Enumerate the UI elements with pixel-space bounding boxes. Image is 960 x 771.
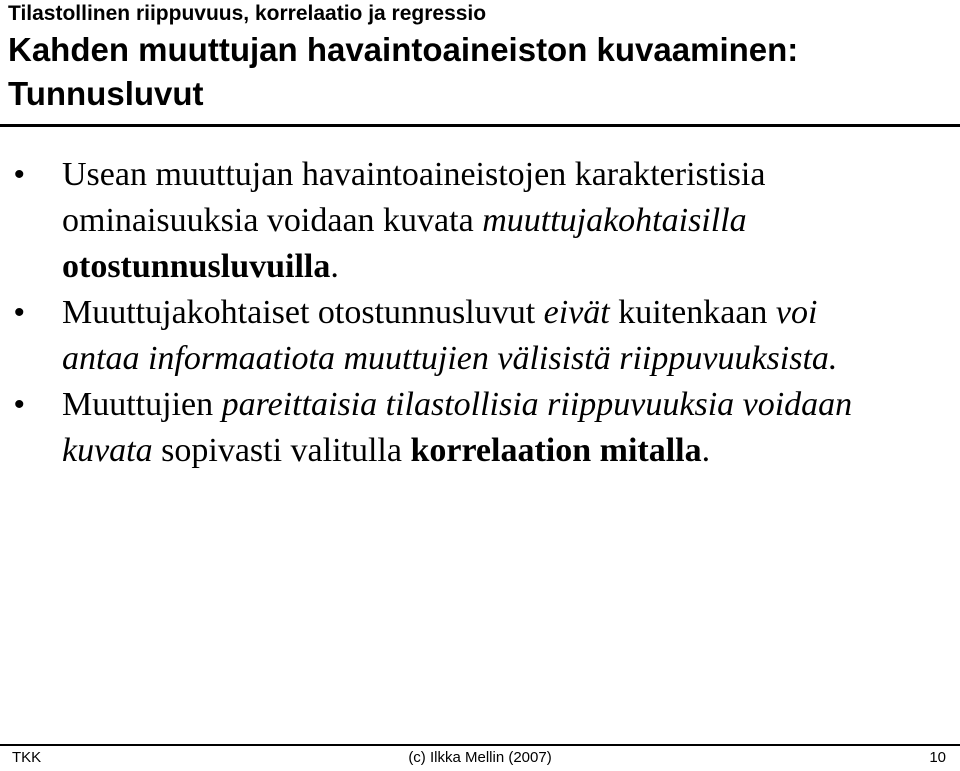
footer-institution: TKK — [12, 749, 42, 766]
bold-text-run: otostunnusluvuilla — [62, 248, 331, 285]
bold-text-run: korrelaation mitalla — [410, 432, 702, 469]
slide-title-line-2: Tunnusluvut — [8, 75, 204, 112]
bullet-marker-icon: • — [14, 296, 25, 329]
italic-text-run: muuttujakohtaisilla — [482, 202, 747, 239]
bullet-line — [62, 198, 960, 244]
text-run: . — [330, 248, 339, 285]
text-run: . — [701, 432, 711, 469]
bullet-item — [0, 290, 960, 382]
bullet-line — [62, 336, 960, 382]
bullet-marker-icon: • — [14, 158, 25, 191]
text-run: Muuttujakohtaiset otostunnusluvut — [62, 294, 544, 331]
text-run: sopivasti valitulla — [152, 432, 411, 469]
bullet-item — [0, 382, 960, 474]
bullet-marker-icon: • — [14, 388, 25, 421]
footer-copyright: (c) Ilkka Mellin (2007) — [408, 749, 552, 766]
text-run: kuitenkaan — [609, 294, 776, 331]
italic-text-run: kuvata — [62, 432, 153, 469]
bullet-list — [0, 152, 960, 474]
bullet-line — [62, 244, 960, 290]
text-run: Usean muuttujan havaintoaineistojen karakteristisia — [62, 156, 766, 193]
slide-title — [8, 28, 798, 116]
bullet-item — [0, 152, 960, 290]
bullet-line — [62, 382, 960, 428]
italic-text-run: eivät — [543, 294, 610, 331]
italic-text-run: antaa informaatiota muuttujien välisistä riippuvuuksista. — [62, 340, 838, 377]
page-number: 10 — [929, 749, 946, 766]
course-supertitle: Tilastollinen riippuvuus, korrelaatio ja regressio — [8, 2, 487, 25]
italic-text-run: pareittaisia tilastollisia riippuvuuksia voidaan — [221, 386, 853, 423]
bullet-line — [62, 152, 960, 198]
text-run: ominaisuuksia voidaan kuvata — [62, 202, 483, 239]
slide-title-line-1: Kahden muuttujan havaintoaineiston kuvaaminen: — [8, 31, 799, 68]
title-divider — [0, 124, 960, 127]
text-run: Muuttujien — [62, 386, 222, 423]
italic-text-run: voi — [775, 294, 818, 331]
bullet-line — [62, 290, 960, 336]
bullet-line — [62, 428, 960, 474]
